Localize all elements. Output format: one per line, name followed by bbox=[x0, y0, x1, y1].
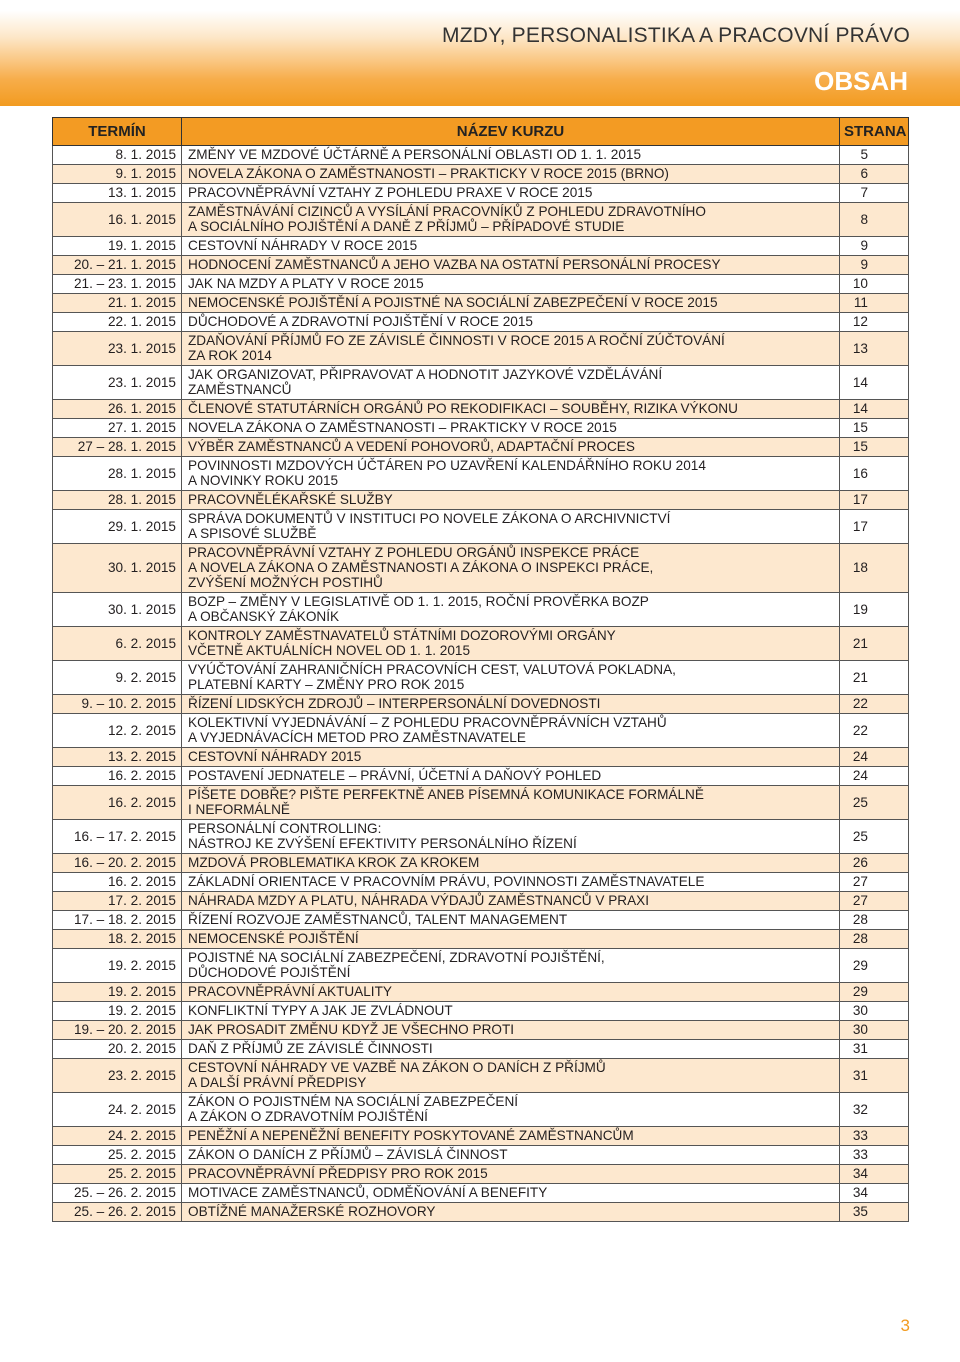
table-header-row bbox=[53, 118, 909, 146]
course-date: 28. 1. 2015 bbox=[53, 491, 182, 510]
course-name: PENĚŽNÍ A NEPENĚŽNÍ BENEFITY POSKYTOVANÉ ZAMĚSTNANCŮM bbox=[182, 1127, 840, 1146]
course-date: 17. – 18. 2. 2015 bbox=[53, 911, 182, 930]
course-page: 28 bbox=[840, 911, 909, 930]
course-date: 16. 2. 2015 bbox=[53, 786, 182, 820]
course-name: VÝBĚR ZAMĚSTNANCŮ A VEDENÍ POHOVORŮ, ADAPTAČNÍ PROCES bbox=[182, 438, 840, 457]
course-name: VYÚČTOVÁNÍ ZAHRANIČNÍCH PRACOVNÍCH CEST, VALUTOVÁ POKLADNA, PLATEBNÍ KARTY – ZMĚNY PRO ROK 2015 bbox=[182, 661, 840, 695]
course-date: 16. – 20. 2. 2015 bbox=[53, 854, 182, 873]
course-page: 29 bbox=[840, 949, 909, 983]
course-date: 13. 2. 2015 bbox=[53, 748, 182, 767]
course-date: 9. 1. 2015 bbox=[53, 165, 182, 184]
course-date: 21. – 23. 1. 2015 bbox=[53, 275, 182, 294]
course-page: 6 bbox=[840, 165, 909, 184]
course-date: 23. 1. 2015 bbox=[53, 366, 182, 400]
course-date: 23. 1. 2015 bbox=[53, 332, 182, 366]
table-row bbox=[53, 165, 909, 184]
course-name: KONTROLY ZAMĚSTNAVATELŮ STÁTNÍMI DOZOROVÝMI ORGÁNY VČETNĚ AKTUÁLNÍCH NOVEL OD 1. 1. 2015 bbox=[182, 627, 840, 661]
table-row bbox=[53, 854, 909, 873]
course-page: 10 bbox=[840, 275, 909, 294]
table-row bbox=[53, 256, 909, 275]
table-row bbox=[53, 767, 909, 786]
course-date: 25. – 26. 2. 2015 bbox=[53, 1203, 182, 1222]
course-page: 12 bbox=[840, 313, 909, 332]
course-name: PRACOVNĚPRÁVNÍ VZTAHY Z POHLEDU ORGÁNŮ INSPEKCE PRÁCE A NOVELA ZÁKONA O ZAMĚSTNANOSTI A ZÁKONA O INSPEKCI PRÁCE, ZVÝŠENÍ MOŽNÝCH POSTIHŮ bbox=[182, 544, 840, 593]
course-page: 26 bbox=[840, 854, 909, 873]
course-date: 20. – 21. 1. 2015 bbox=[53, 256, 182, 275]
course-name: PRACOVNĚPRÁVNÍ VZTAHY Z POHLEDU PRAXE V ROCE 2015 bbox=[182, 184, 840, 203]
course-name: HODNOCENÍ ZAMĚSTNANCŮ A JEHO VAZBA NA OSTATNÍ PERSONÁLNÍ PROCESY bbox=[182, 256, 840, 275]
course-name: BOZP – ZMĚNY V LEGISLATIVĚ OD 1. 1. 2015, ROČNÍ PROVĚRKA BOZP A OBČANSKÝ ZÁKONÍK bbox=[182, 593, 840, 627]
table-row bbox=[53, 1146, 909, 1165]
course-date: 16. – 17. 2. 2015 bbox=[53, 820, 182, 854]
course-name: ČLENOVÉ STATUTÁRNÍCH ORGÁNŮ PO REKODIFIKACI – SOUBĚHY, RIZIKA VÝKONU bbox=[182, 400, 840, 419]
course-name: SPRÁVA DOKUMENTŮ V INSTITUCI PO NOVELE ZÁKONA O ARCHIVNICTVÍ A SPISOVÉ SLUŽBĚ bbox=[182, 510, 840, 544]
course-date: 18. 2. 2015 bbox=[53, 930, 182, 949]
table-row bbox=[53, 1021, 909, 1040]
table-row bbox=[53, 313, 909, 332]
course-name: DAŇ Z PŘÍJMŮ ZE ZÁVISLÉ ČINNOSTI bbox=[182, 1040, 840, 1059]
course-table bbox=[52, 117, 909, 1222]
course-page: 18 bbox=[840, 544, 909, 593]
course-page: 34 bbox=[840, 1184, 909, 1203]
course-name: NOVELA ZÁKONA O ZAMĚSTNANOSTI – PRAKTICKY V ROCE 2015 (BRNO) bbox=[182, 165, 840, 184]
course-page: 17 bbox=[840, 510, 909, 544]
table-row bbox=[53, 1059, 909, 1093]
course-name: ZÁKON O POJISTNÉM NA SOCIÁLNÍ ZABEZPEČENÍ A ZÁKON O ZDRAVOTNÍM POJIŠTĚNÍ bbox=[182, 1093, 840, 1127]
course-name: ZDAŇOVÁNÍ PŘÍJMŮ FO ZE ZÁVISLÉ ČINNOSTI V ROCE 2015 A ROČNÍ ZÚČTOVÁNÍ ZA ROK 2014 bbox=[182, 332, 840, 366]
course-name: MZDOVÁ PROBLEMATIKA KROK ZA KROKEM bbox=[182, 854, 840, 873]
course-name: POSTAVENÍ JEDNATELE – PRÁVNÍ, ÚČETNÍ A DAŇOVÝ POHLED bbox=[182, 767, 840, 786]
course-date: 20. 2. 2015 bbox=[53, 1040, 182, 1059]
course-name: POJISTNÉ NA SOCIÁLNÍ ZABEZPEČENÍ, ZDRAVOTNÍ POJIŠTĚNÍ, DŮCHODOVÉ POJIŠTĚNÍ bbox=[182, 949, 840, 983]
course-date: 12. 2. 2015 bbox=[53, 714, 182, 748]
table-row bbox=[53, 1093, 909, 1127]
course-page: 14 bbox=[840, 400, 909, 419]
table-row bbox=[53, 1165, 909, 1184]
course-date: 25. 2. 2015 bbox=[53, 1146, 182, 1165]
course-page: 35 bbox=[840, 1203, 909, 1222]
table-row bbox=[53, 184, 909, 203]
course-name: DŮCHODOVÉ A ZDRAVOTNÍ POJIŠTĚNÍ V ROCE 2015 bbox=[182, 313, 840, 332]
course-page: 27 bbox=[840, 873, 909, 892]
table-row bbox=[53, 661, 909, 695]
course-date: 6. 2. 2015 bbox=[53, 627, 182, 661]
column-header-name: NÁZEV KURZU bbox=[182, 118, 840, 146]
section-title: OBSAH bbox=[814, 66, 908, 96]
course-name: ZÁKON O DANÍCH Z PŘÍJMŮ – ZÁVISLÁ ČINNOST bbox=[182, 1146, 840, 1165]
course-name: NEMOCENSKÉ POJIŠTĚNÍ A POJISTNÉ NA SOCIÁLNÍ ZABEZPEČENÍ V ROCE 2015 bbox=[182, 294, 840, 313]
course-page: 19 bbox=[840, 593, 909, 627]
course-name: NOVELA ZÁKONA O ZAMĚSTNANOSTI – PRAKTICKY V ROCE 2015 bbox=[182, 419, 840, 438]
course-name: POVINNOSTI MZDOVÝCH ÚČTÁREN PO UZAVŘENÍ KALENDÁŘNÍHO ROKU 2014 A NOVINKY ROKU 2015 bbox=[182, 457, 840, 491]
course-date: 13. 1. 2015 bbox=[53, 184, 182, 203]
table-row bbox=[53, 873, 909, 892]
course-name: JAK NA MZDY A PLATY V ROCE 2015 bbox=[182, 275, 840, 294]
course-date: 27. 1. 2015 bbox=[53, 419, 182, 438]
table-row bbox=[53, 820, 909, 854]
course-date: 17. 2. 2015 bbox=[53, 892, 182, 911]
course-name: OBTÍŽNÉ MANAŽERSKÉ ROZHOVORY bbox=[182, 1203, 840, 1222]
course-name: ZÁKLADNÍ ORIENTACE V PRACOVNÍM PRÁVU, POVINNOSTI ZAMĚSTNAVATELE bbox=[182, 873, 840, 892]
table-row bbox=[53, 366, 909, 400]
table-row bbox=[53, 400, 909, 419]
table-row bbox=[53, 627, 909, 661]
course-page: 34 bbox=[840, 1165, 909, 1184]
course-date: 19. 2. 2015 bbox=[53, 1002, 182, 1021]
course-date: 28. 1. 2015 bbox=[53, 457, 182, 491]
course-page: 28 bbox=[840, 930, 909, 949]
course-name: KOLEKTIVNÍ VYJEDNÁVÁNÍ – Z POHLEDU PRACOVNĚPRÁVNÍCH VZTAHŮ A VYJEDNÁVACÍCH METOD PRO ZAMĚSTNAVATELE bbox=[182, 714, 840, 748]
table-row bbox=[53, 1203, 909, 1222]
course-name: CESTOVNÍ NÁHRADY VE VAZBĚ NA ZÁKON O DANÍCH Z PŘÍJMŮ A DALŠÍ PRÁVNÍ PŘEDPISY bbox=[182, 1059, 840, 1093]
course-page: 24 bbox=[840, 767, 909, 786]
table-row bbox=[53, 510, 909, 544]
course-date: 23. 2. 2015 bbox=[53, 1059, 182, 1093]
course-page: 17 bbox=[840, 491, 909, 510]
course-page: 25 bbox=[840, 820, 909, 854]
course-date: 21. 1. 2015 bbox=[53, 294, 182, 313]
table-row bbox=[53, 983, 909, 1002]
course-page: 8 bbox=[840, 203, 909, 237]
table-row bbox=[53, 457, 909, 491]
course-name: PRACOVNĚPRÁVNÍ AKTUALITY bbox=[182, 983, 840, 1002]
course-date: 8. 1. 2015 bbox=[53, 146, 182, 165]
course-page: 16 bbox=[840, 457, 909, 491]
table-row bbox=[53, 1040, 909, 1059]
course-page: 21 bbox=[840, 661, 909, 695]
course-date: 9. – 10. 2. 2015 bbox=[53, 695, 182, 714]
course-page: 11 bbox=[840, 294, 909, 313]
course-date: 19. 2. 2015 bbox=[53, 949, 182, 983]
page-header bbox=[0, 0, 960, 106]
table-row bbox=[53, 438, 909, 457]
course-date: 16. 1. 2015 bbox=[53, 203, 182, 237]
table-row bbox=[53, 714, 909, 748]
table-row bbox=[53, 593, 909, 627]
course-page: 21 bbox=[840, 627, 909, 661]
course-date: 24. 2. 2015 bbox=[53, 1127, 182, 1146]
table-row bbox=[53, 695, 909, 714]
course-name: ZMĚNY VE MZDOVÉ ÚČTÁRNĚ A PERSONÁLNÍ OBLASTI OD 1. 1. 2015 bbox=[182, 146, 840, 165]
course-name: MOTIVACE ZAMĚSTNANCŮ, ODMĚŇOVÁNÍ A BENEFITY bbox=[182, 1184, 840, 1203]
column-header-date: TERMÍN bbox=[53, 118, 182, 146]
course-name: JAK ORGANIZOVAT, PŘIPRAVOVAT A HODNOTIT JAZYKOVÉ VZDĚLÁVÁNÍ ZAMĚSTNANCŮ bbox=[182, 366, 840, 400]
table-row bbox=[53, 1127, 909, 1146]
course-date: 19. 2. 2015 bbox=[53, 983, 182, 1002]
publication-title: MZDY, PERSONALISTIKA A PRACOVNÍ PRÁVO bbox=[442, 24, 910, 47]
course-page: 30 bbox=[840, 1021, 909, 1040]
column-header-page: STRANA bbox=[840, 118, 909, 146]
table-row bbox=[53, 930, 909, 949]
course-page: 14 bbox=[840, 366, 909, 400]
course-date: 30. 1. 2015 bbox=[53, 544, 182, 593]
table-row bbox=[53, 892, 909, 911]
course-date: 16. 2. 2015 bbox=[53, 767, 182, 786]
course-page: 7 bbox=[840, 184, 909, 203]
table-row bbox=[53, 419, 909, 438]
course-page: 27 bbox=[840, 892, 909, 911]
course-date: 26. 1. 2015 bbox=[53, 400, 182, 419]
course-page: 15 bbox=[840, 419, 909, 438]
course-page: 13 bbox=[840, 332, 909, 366]
course-page: 22 bbox=[840, 695, 909, 714]
course-date: 27 – 28. 1. 2015 bbox=[53, 438, 182, 457]
table-row bbox=[53, 146, 909, 165]
table-body bbox=[53, 146, 909, 1222]
course-page: 31 bbox=[840, 1040, 909, 1059]
course-page: 24 bbox=[840, 748, 909, 767]
course-date: 24. 2. 2015 bbox=[53, 1093, 182, 1127]
course-date: 22. 1. 2015 bbox=[53, 313, 182, 332]
course-name: CESTOVNÍ NÁHRADY V ROCE 2015 bbox=[182, 237, 840, 256]
course-page: 22 bbox=[840, 714, 909, 748]
course-name: PRACOVNĚLÉKAŘSKÉ SLUŽBY bbox=[182, 491, 840, 510]
course-page: 33 bbox=[840, 1127, 909, 1146]
table-row bbox=[53, 911, 909, 930]
table-row bbox=[53, 203, 909, 237]
table-row bbox=[53, 748, 909, 767]
table-row bbox=[53, 491, 909, 510]
table-row bbox=[53, 294, 909, 313]
course-page: 9 bbox=[840, 256, 909, 275]
table-row bbox=[53, 332, 909, 366]
course-date: 25. 2. 2015 bbox=[53, 1165, 182, 1184]
course-name: PRACOVNĚPRÁVNÍ PŘEDPISY PRO ROK 2015 bbox=[182, 1165, 840, 1184]
course-date: 25. – 26. 2. 2015 bbox=[53, 1184, 182, 1203]
table-row bbox=[53, 237, 909, 256]
course-name: PERSONÁLNÍ CONTROLLING: NÁSTROJ KE ZVÝŠENÍ EFEKTIVITY PERSONÁLNÍHO ŘÍZENÍ bbox=[182, 820, 840, 854]
course-date: 19. – 20. 2. 2015 bbox=[53, 1021, 182, 1040]
course-page: 33 bbox=[840, 1146, 909, 1165]
course-page: 5 bbox=[840, 146, 909, 165]
table-row bbox=[53, 949, 909, 983]
course-date: 9. 2. 2015 bbox=[53, 661, 182, 695]
course-name: NÁHRADA MZDY A PLATU, NÁHRADA VÝDAJŮ ZAMĚSTNANCŮ V PRAXI bbox=[182, 892, 840, 911]
course-date: 30. 1. 2015 bbox=[53, 593, 182, 627]
course-page: 9 bbox=[840, 237, 909, 256]
course-name: JAK PROSADIT ZMĚNU KDYŽ JE VŠECHNO PROTI bbox=[182, 1021, 840, 1040]
table-row bbox=[53, 786, 909, 820]
course-date: 16. 2. 2015 bbox=[53, 873, 182, 892]
course-page: 31 bbox=[840, 1059, 909, 1093]
course-name: ŘÍZENÍ ROZVOJE ZAMĚSTNANCŮ, TALENT MANAGEMENT bbox=[182, 911, 840, 930]
course-date: 29. 1. 2015 bbox=[53, 510, 182, 544]
course-name: KONFLIKTNÍ TYPY A JAK JE ZVLÁDNOUT bbox=[182, 1002, 840, 1021]
course-name: PÍŠETE DOBŘE? PIŠTE PERFEKTNĚ ANEB PÍSEMNÁ KOMUNIKACE FORMÁLNĚ I NEFORMÁLNĚ bbox=[182, 786, 840, 820]
course-page: 25 bbox=[840, 786, 909, 820]
table-row bbox=[53, 275, 909, 294]
table-row bbox=[53, 544, 909, 593]
course-page: 32 bbox=[840, 1093, 909, 1127]
course-name: CESTOVNÍ NÁHRADY 2015 bbox=[182, 748, 840, 767]
course-date: 19. 1. 2015 bbox=[53, 237, 182, 256]
table-row bbox=[53, 1184, 909, 1203]
course-name: ZAMĚSTNÁVÁNÍ CIZINCŮ A VYSÍLÁNÍ PRACOVNÍKŮ Z POHLEDU ZDRAVOTNÍHO A SOCIÁLNÍHO POJIŠTĚNÍ A DANĚ Z PŘÍJMŮ – PŘÍPADOVÉ STUDIE bbox=[182, 203, 840, 237]
course-page: 30 bbox=[840, 1002, 909, 1021]
course-page: 15 bbox=[840, 438, 909, 457]
course-name: ŘÍZENÍ LIDSKÝCH ZDROJŮ – INTERPERSONÁLNÍ DOVEDNOSTI bbox=[182, 695, 840, 714]
page-number: 3 bbox=[900, 1316, 910, 1335]
course-page: 29 bbox=[840, 983, 909, 1002]
course-name: NEMOCENSKÉ POJIŠTĚNÍ bbox=[182, 930, 840, 949]
table-row bbox=[53, 1002, 909, 1021]
